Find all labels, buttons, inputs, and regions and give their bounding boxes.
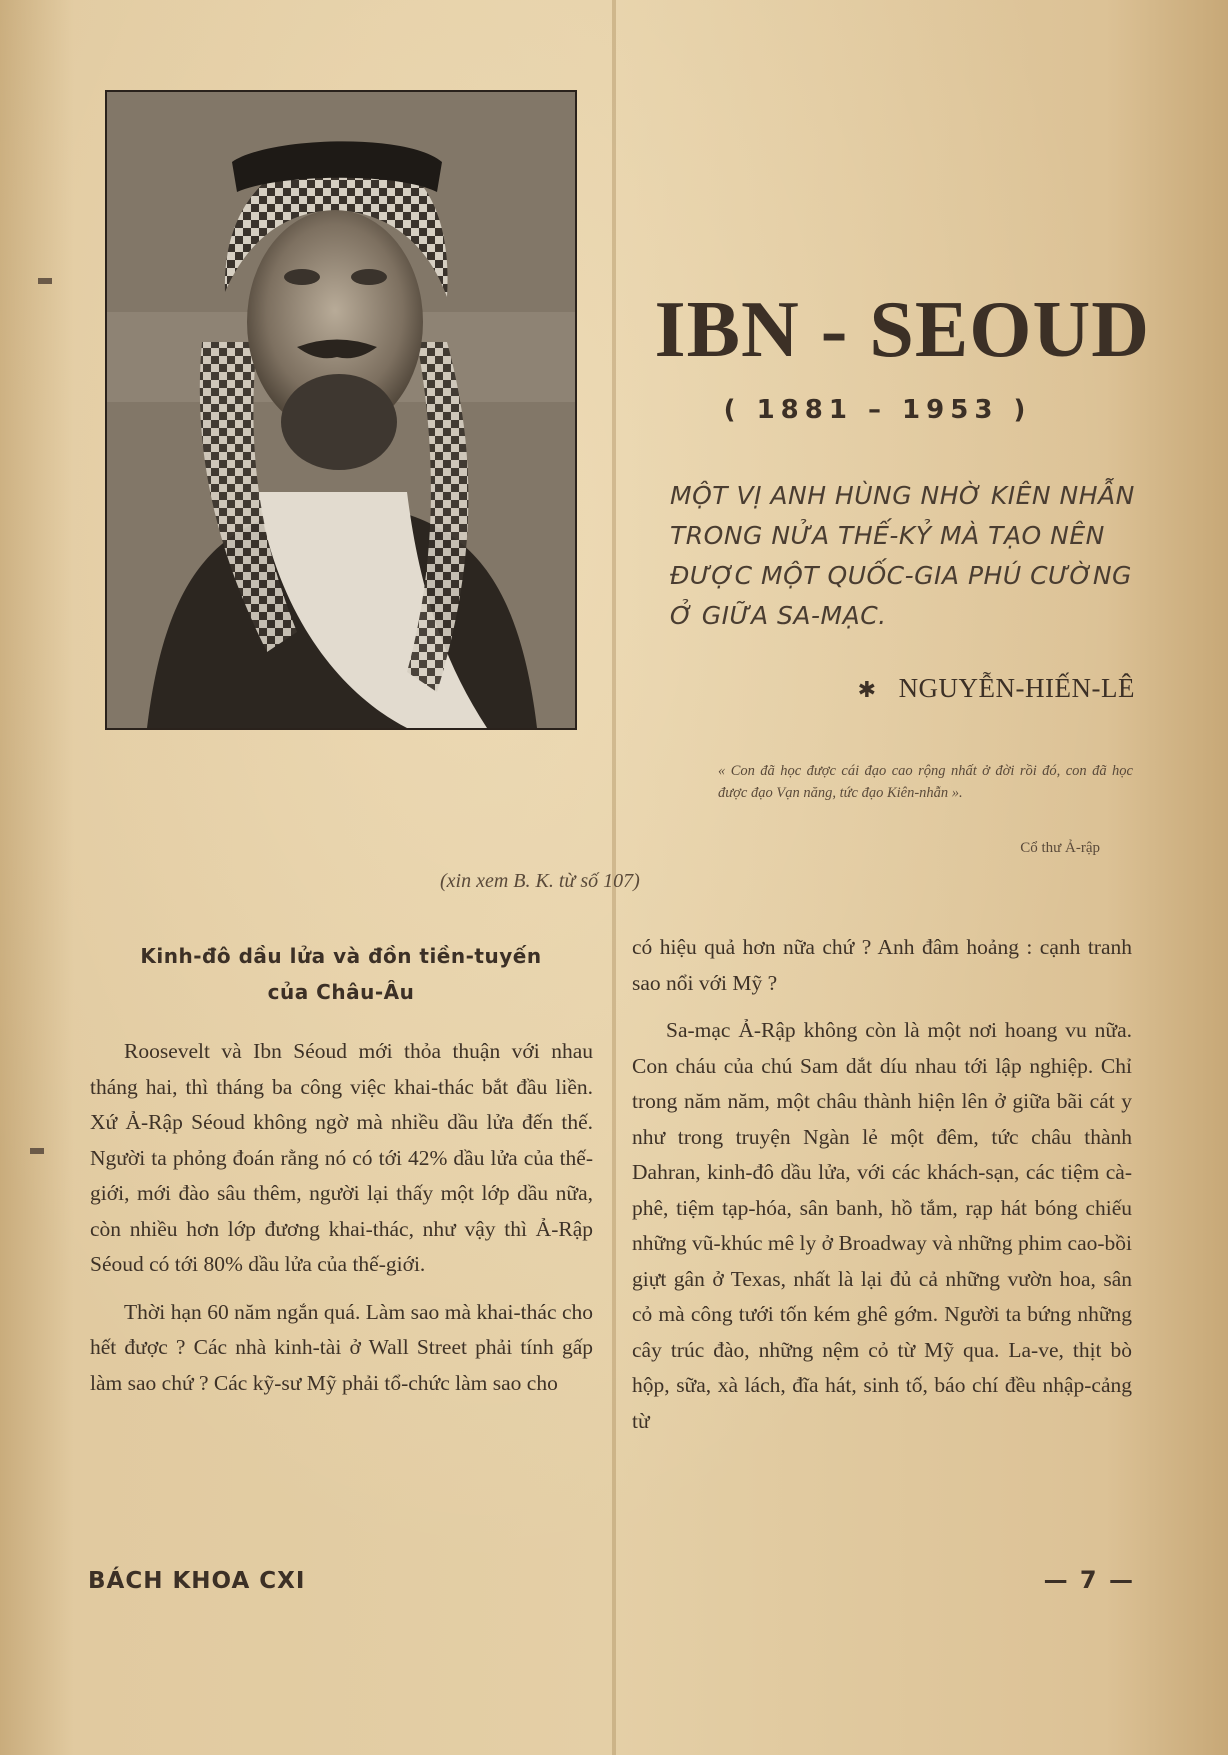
left-paragraph-2: Thời hạn 60 năm ngắn quá. Làm sao mà khai-thác cho hết được ? Các nhà kinh-tài ở Wall Street phải tính gấp làm sao chứ ? Các kỹ-sư Mỹ phải tổ-chức làm sao cho (90, 1299, 593, 1395)
portrait-photo (105, 90, 577, 730)
epigraph-quote: « Con đã học được cái đạo cao rộng nhất ở đời rồi đó, con đã học được đạo Vạn năng, tức đạo Kiên-nhẫn ». (718, 763, 1133, 801)
epigraph-source: Cổ thư Ả-rập (1020, 840, 1100, 856)
section-heading (86, 938, 596, 1010)
margin-mark (38, 278, 52, 284)
right-column (632, 930, 1132, 1439)
right-paragraph-1: có hiệu quả hơn nữa chứ ? Anh đâm hoảng : cạnh tranh sao nổi với Mỹ ? (632, 935, 1132, 995)
margin-mark (30, 1148, 44, 1154)
article-title: IBN - SEOUD (654, 286, 1150, 374)
author-star-icon: ✱ (857, 677, 877, 702)
section-heading-line1: Kinh-đô dầu lửa và đồn tiền-tuyến (140, 944, 542, 968)
section-heading-line2: của Châu-Âu (267, 980, 415, 1004)
author-line (810, 673, 1135, 704)
author-name: NGUYỄN-HIẾN-LÊ (898, 673, 1135, 703)
continuation-note: (xin xem B. K. từ số 107) (440, 870, 640, 892)
article-subtitle: MỘT VỊ ANH HÙNG NHỜ KIÊN NHẪN TRONG NỬA THẾ-KỶ MÀ TẠO NÊN ĐƯỢC MỘT QUỐC-GIA PHÚ CƯỜNG Ở GIỮA SA-MẠC. (670, 481, 1135, 630)
article-years: ( 1881 – 1953 ) (723, 395, 1032, 425)
page-number: — 7 — (1043, 1566, 1135, 1594)
left-column (90, 1034, 593, 1401)
right-paragraph-2: Sa-mạc Ả-Rập không còn là một nơi hoang vu nữa. Con cháu của chú Sam dắt díu nhau tới lập nghiệp. Chỉ trong năm năm, một châu thành hiện lên ở giữa bãi cát y như trong truyện Ngàn lẻ một đêm, tức châu thành Dahran, kinh-đô dầu lửa, với các khách-sạn, các tiệm cà-phê, tiệm tạp-hóa, sân banh, hồ tắm, rạp hát bóng chiếu những vũ-khúc mê ly ở Broadway và những phim cao-bồi giựt gân ở Texas, nhất là lại đủ cả những vườn hoa, sân cỏ mà công tưới tốn kém ghê gớm. Người ta bứng những cây trúc đào, những nệm cỏ từ Mỹ qua. La-ve, thịt bò hộp, sữa, xà lách, đĩa hát, sinh tố, báo chí đều nhập-cảng từ (632, 1018, 1132, 1433)
magazine-name: BÁCH KHOA CXI (88, 1568, 306, 1594)
left-paragraph-1: Roosevelt và Ibn Séoud mới thỏa thuận với nhau tháng hai, thì tháng ba công việc khai-thác bắt đầu liền. Xứ Ả-Rập Séoud không ngờ mà nhiều dầu lửa đến thế. Người ta phỏng đoán rằng nó có tới 42% dầu lửa của thế-giới, mới đào sâu thêm, người lại thấy một lớp dầu nữa, còn nhiều hơn lớp đương khai-thác, như vậy thì Ả-Rập Séoud có tới 80% dầu lửa của thế-giới. (90, 1039, 593, 1276)
